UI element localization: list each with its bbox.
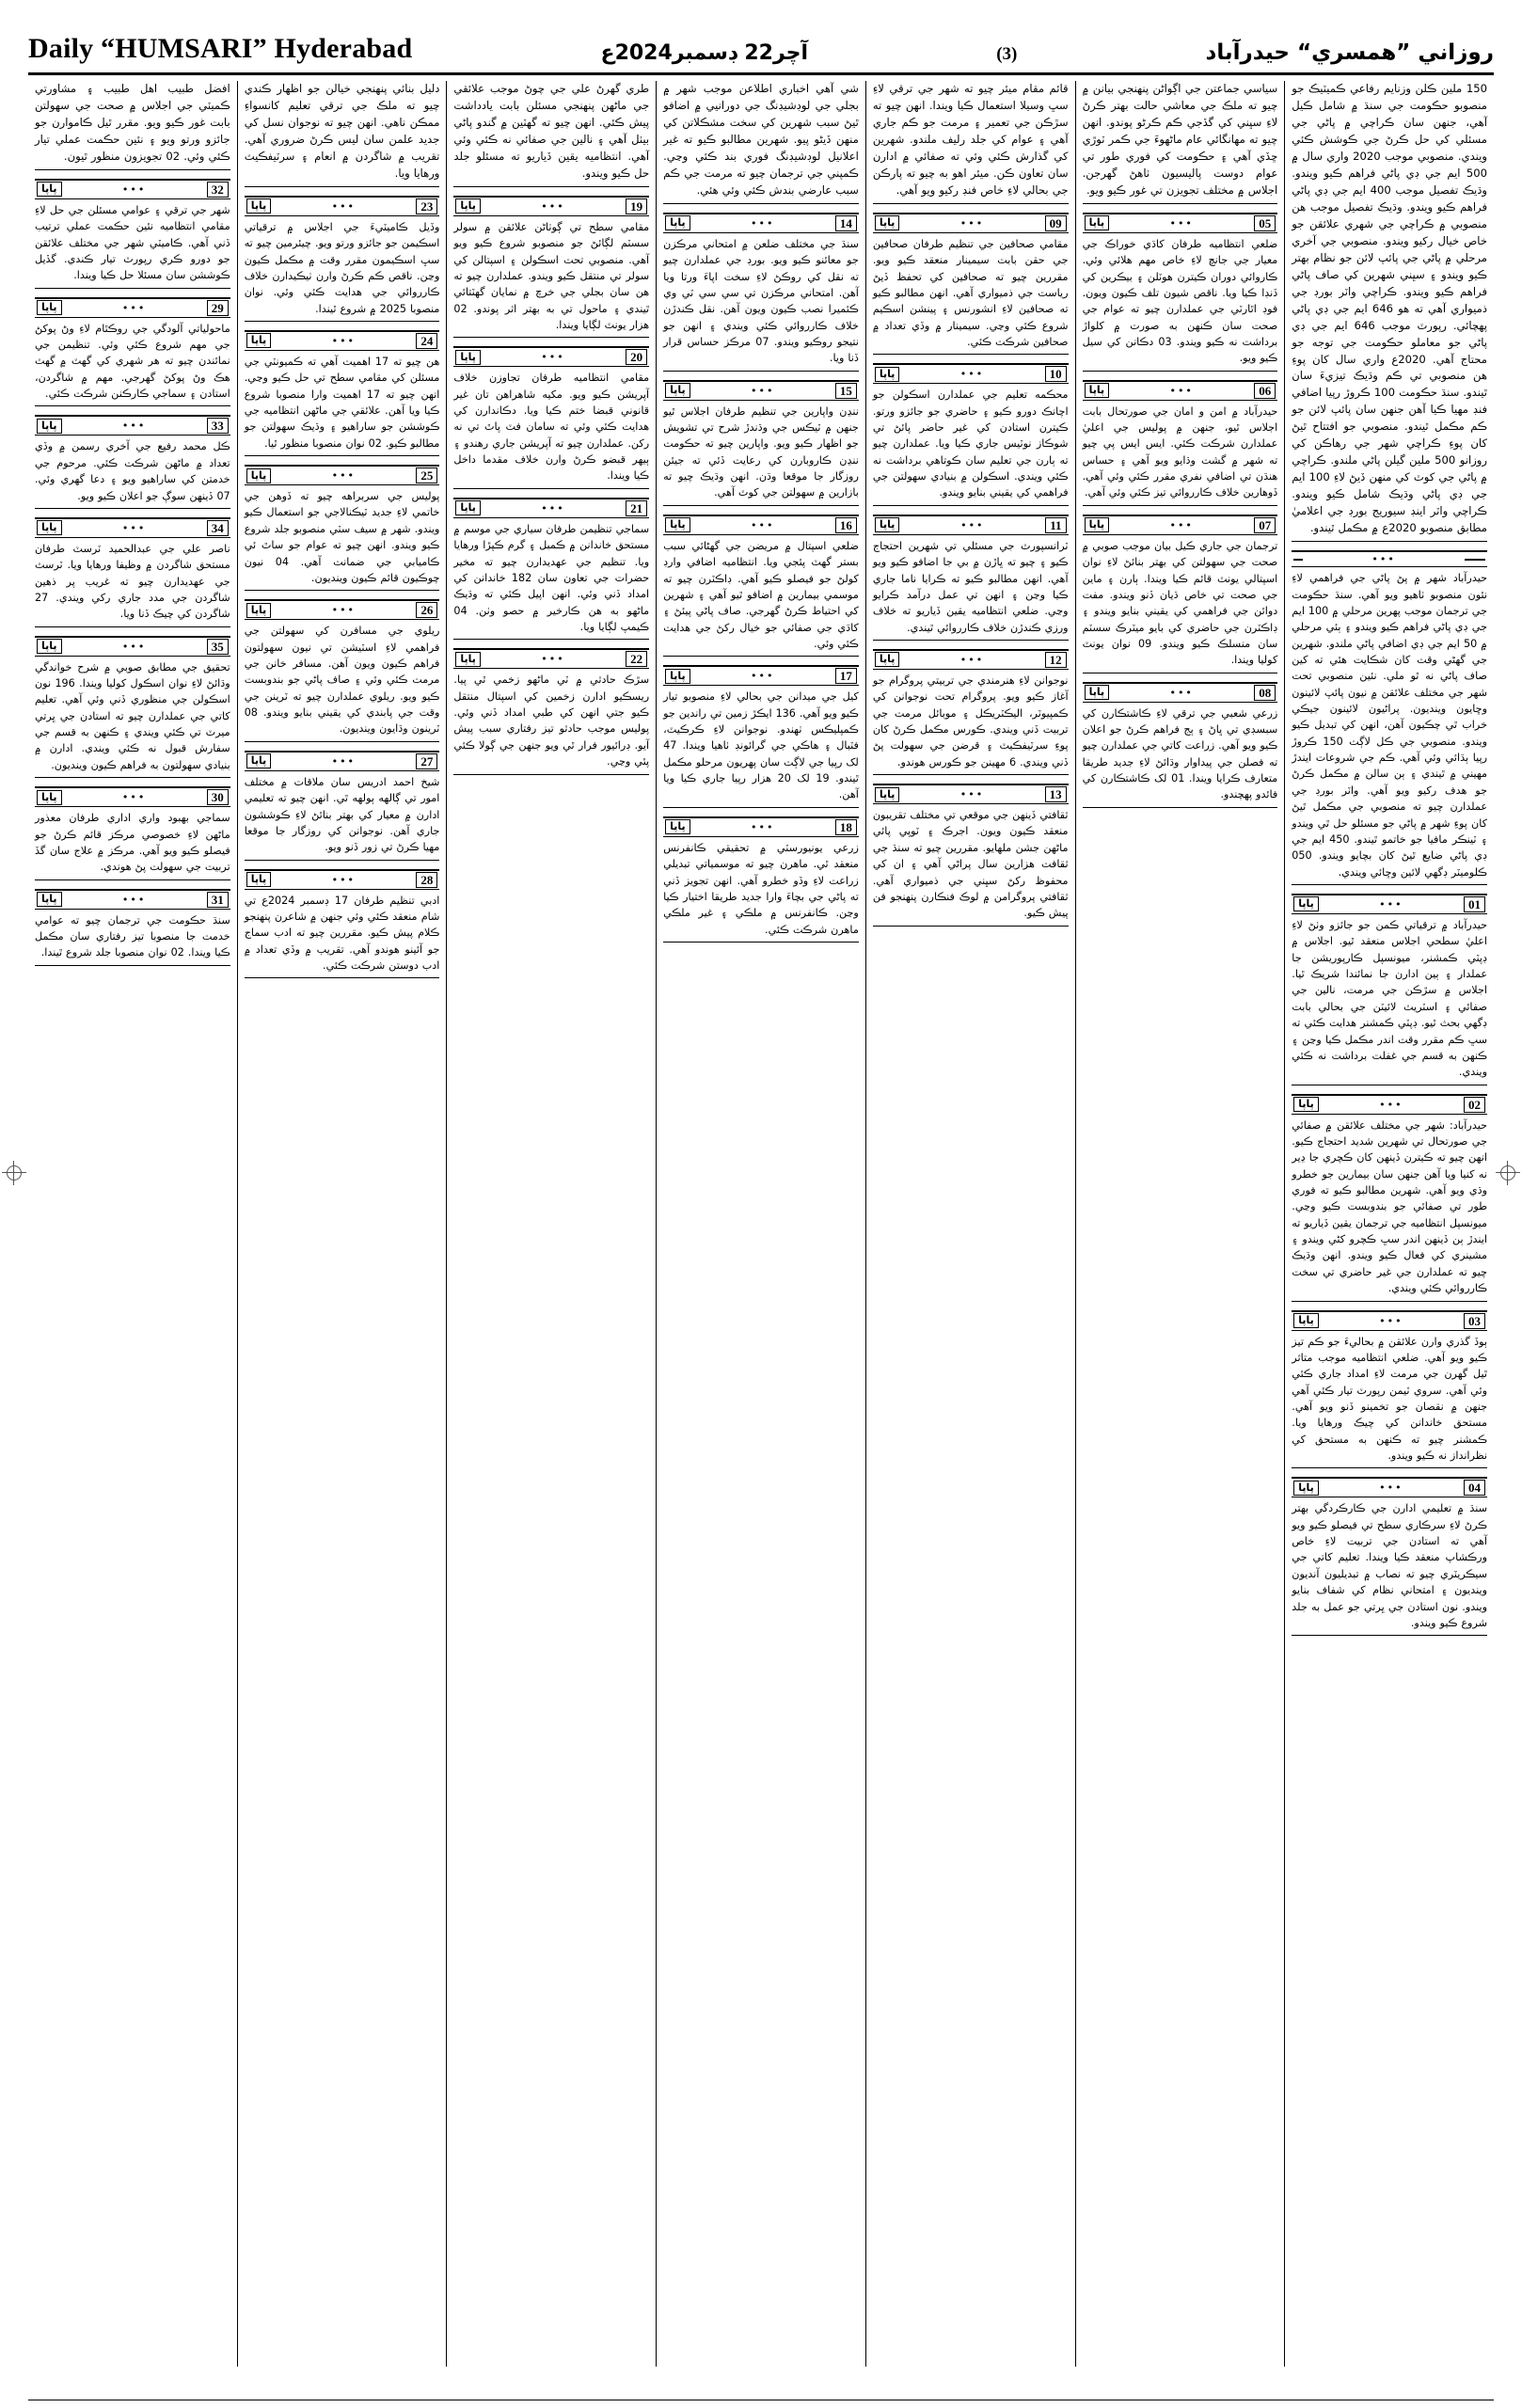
- article-body: قائم مقام ميئر چيو ته شهر جي ترقي لاءِ سڀ وسيلا استعمال ڪيا ويندا. انهن چيو ته سڙڪن جي تعمير ۽ مرمت جو ڪم جاري آهي ۽ عوام کي جلد رليف ملندو. شهرين کي گذارش ڪئي وئي ته صفائي ۾ ادارن سان تعاون ڪن. ميئر اهو به چيو ته پارڪن جي بحالي لاءِ خاص فنڊ رکيو ويو آهي.: [872, 82, 1069, 197]
- article-tag: پاپا: [455, 198, 481, 214]
- article-rule: [1083, 371, 1278, 372]
- article-divider-dots: •••: [1379, 1098, 1403, 1111]
- article: [1083, 81, 1278, 204]
- article-header: [1083, 213, 1278, 233]
- article: [245, 465, 440, 591]
- article-tag: پاپا: [875, 652, 900, 667]
- article-divider-dots: •••: [541, 199, 565, 213]
- article-body: حيدرآباد ۾ امن و امان جي صورتحال بابت اجلاس ٿيو، جنهن ۾ پوليس جي اعليٰ عملدارن شرڪت ڪئي. ايس ايس پي چيو ته شهر ۾ گشت وڌايو ويو آهي ۽ حساس هنڌن تي اضافي نفري مقرر ڪئي وئي آهي. ڏوهارين خلاف ڪارروائي تيز ڪئي وئي آهي.: [1082, 404, 1278, 499]
- article-number: 33: [207, 418, 229, 434]
- article-body: ٻوڏ گذري وارن علائقن ۾ بحاليءَ جو ڪم تيز ڪيو ويو آهي. ضلعي انتظاميه موجب متاثر ٿيل گهرن جي مرمت لاءِ امداد جاري ڪئي وئي آهي. سروي ٽيمن رپورٽ تيار ڪئي آهي جنهن ۾ نقصان جو تخمينو ڏنو ويو آهي. مستحق خاندانن کي چيڪ ورهايا ويا. ڪمشنر چيو ته ڪنهن به مستحق کي نظرانداز نه ڪيو ويندو.: [1292, 1335, 1487, 1463]
- article-body: ٽرانسپورٽ جي مسئلي تي شهرين احتجاج ڪيو ۽ چيو ته ڀاڙن ۾ بي جا اضافو ڪيو ويو آهي. انهن مطالبو ڪيو ته ڪرايا ناما جاري ڪيا وڃن ۽ انهن تي عمل درآمد ڪرايو وڃي. ضلعي انتظاميه يقين ڏياريو ته خلاف ورزي ڪندڙن خلاف ڪارروائي ٿيندي.: [872, 539, 1069, 634]
- article-number: 24: [416, 333, 437, 349]
- article-header: [35, 889, 230, 910]
- article-tag: پاپا: [665, 517, 690, 532]
- article-tag: پاپا: [1085, 383, 1110, 398]
- article-header: [1292, 550, 1487, 567]
- article-tag: پاپا: [1293, 1097, 1319, 1112]
- article-header: [453, 196, 649, 216]
- article-body: مقامي صحافين جي تنظيم طرفان صحافين جي حقن بابت سيمينار منعقد ڪيو ويو. مقررين چيو ته صحافين کي تحفظ ڏيڻ رياست جي ذميواري آهي. انهن مطالبو ڪيو ته صحافين لاءِ انشورنس ۽ پينشن اسڪيم شروع ڪئي وڃي. سيمينار ۾ وڏي تعداد ۾ صحافين شرڪت ڪئي.: [872, 237, 1069, 348]
- article-rule: [35, 879, 230, 880]
- article-tag: پاپا: [246, 603, 272, 618]
- article-divider-dots: •••: [959, 216, 985, 230]
- masthead-date: آچر22 ڊسمبر2024ع: [600, 41, 809, 65]
- article-divider-dots: •••: [331, 873, 357, 886]
- article-column: [1284, 81, 1494, 2367]
- article: [663, 213, 859, 372]
- article-rule: [35, 508, 230, 509]
- article-header: [873, 213, 1069, 233]
- article-divider-dots: •••: [1169, 686, 1194, 699]
- article-tag: پاپا: [665, 383, 690, 398]
- article-tag: پاپا: [246, 198, 272, 214]
- page-number: (3): [996, 44, 1018, 64]
- article-body: شيخ احمد ادريس سان ملاقات ۾ مختلف امور تي ڳالهه ٻولهه ٿي. انهن چيو ته تعليمي ادارن ۾ معيار کي بهتر بنائڻ لاءِ ڪوششون جاري آهن. نوجوانن کي روزگار جا موقعا مهيا ڪرڻ تي زور ڏنو ويو.: [244, 775, 440, 854]
- article-number: 05: [1254, 215, 1276, 231]
- article-body: سنڌ ۾ تعليمي ادارن جي ڪارڪردگي بهتر ڪرڻ لاءِ سرڪاري سطح تي فيصلو ڪيو ويو آهي ته استادن جي تربيت لاءِ خاص ورڪشاپ منعقد ڪيا ويندا. تعليم کاتي جي سيڪريٽري چيو ته نصاب ۾ تبديليون آنديون وينديون ۽ امتحاني نظام کي شفاف بنايو ويندو. نون استادن جي ڀرتي جو عمل به جلد شروع ڪيو ويندو.: [1292, 1502, 1487, 1629]
- article-header: [35, 297, 230, 318]
- article-tag: پاپا: [1085, 685, 1110, 700]
- article-body: پوليس جي سربراهه چيو ته ڏوهن جي خاتمي لاءِ جديد ٽيڪنالاجي جو استعمال ڪيو ويندو. شهر ۾ سيف سٽي منصوبو جلد شروع ڪيو ويندو. انهن چيو ته عوام جو ساٿ ئي ڪاميابي جي ضمانت آهي. 04 نيون چوڪيون قائم ڪيون وينديون.: [244, 490, 440, 584]
- article: [873, 784, 1069, 927]
- article-header: [663, 515, 859, 535]
- article-body: افضل طبيب اهل طبيب ۽ مشاورتي ڪميٽي جي اجلاس ۾ صحت جي سهولتن بابت غور ڪيو ويو. مقرر ٿيل ڪاموارن جو جائزو ورتو ويو ۽ نئين حڪمت عملي تيار ڪئي وئي. 02 تجويزون منظور ٿيون.: [34, 82, 230, 163]
- article-rule: [453, 337, 649, 338]
- article: [663, 665, 859, 808]
- article-number: 23: [416, 198, 437, 214]
- article-number: 14: [835, 215, 857, 231]
- article-rule: [663, 656, 859, 657]
- article: [453, 81, 649, 187]
- article-rule: [245, 186, 440, 187]
- article-number: 21: [626, 500, 647, 516]
- article: [1292, 550, 1487, 885]
- article-number: 13: [1045, 786, 1067, 802]
- article: [663, 81, 859, 204]
- article-divider-dots: •••: [1169, 216, 1194, 230]
- article: [245, 81, 440, 187]
- article-divider-dots: •••: [959, 653, 985, 666]
- article-header: [245, 869, 440, 890]
- article-body: سماجي تنظيمن طرفان سياري جي موسم ۾ مستحق خاندانن ۾ ڪمبل ۽ گرم ڪپڙا ورهايا ويا. تنظيم جي عهديدارن چيو ته مخير حضرات جي تعاون سان 182 خاندانن کي امداد ڏني وئي. انهن اپيل ڪئي ته وڌيڪ ماڻهو به هن ڪارخير ۾ حصو وٺن. 04 ڪيمپ لڳايا ويا.: [453, 522, 650, 633]
- article-tag: پاپا: [37, 419, 62, 434]
- article-body: ڪل محمد رفيع جي آخري رسمن ۾ وڏي تعداد ۾ ماڻهن شرڪت ڪئي. مرحوم جي خدمتن کي ساراهيو ويو ۽ دعا گهري وئي. 07 ڏينهن سوڳ جو اعلان ڪيو ويو.: [34, 440, 230, 502]
- article-number: 17: [835, 668, 857, 684]
- article-number: 15: [835, 383, 857, 399]
- article-rule: [35, 965, 230, 966]
- article-rule: [1292, 1301, 1487, 1302]
- article-body: سياسي جماعتن جي اڳواڻن پنهنجي بيانن ۾ چيو ته ملڪ جي معاشي حالت بهتر ڪرڻ لاءِ سڀني کي گڏجي ڪم ڪرڻو پوندو. انهن چيو ته مهانگائي عام ماڻهوءَ جي ڪمر ٽوڙي ڇڏي آهي ۽ حڪومت کي فوري طور تي عوام دوست پاليسيون ٺاهڻ گهرجن. اجلاس ۾ مختلف تجويزن تي غور ڪيو ويو.: [1082, 82, 1278, 197]
- article-rule: [1083, 505, 1278, 506]
- article-header: [1083, 515, 1278, 535]
- article-header: [663, 213, 859, 233]
- article: [663, 816, 859, 943]
- article-tag: پاپا: [1293, 1481, 1319, 1496]
- article: [35, 517, 230, 627]
- article-tag: پاپا: [37, 892, 62, 907]
- article-header: [873, 363, 1069, 384]
- article-tag: پاپا: [246, 872, 272, 887]
- article-divider-dots: •••: [331, 754, 357, 768]
- article-body: سڙڪ حادثي ۾ ٽي ماڻهو زخمي ٿي پيا. ريسڪيو ادارن زخمين کي اسپتال منتقل ڪيو جتي انهن کي طبي امداد ڏني وئي. پوليس موجب حادثو تيز رفتاري سبب پيش آيو. ڊرائيور فرار ٿي ويو جنهن جي ڳولا ڪئي پئي وڃي.: [453, 673, 650, 768]
- article-body: سنڌ جي مختلف ضلعن ۾ امتحاني مرڪزن جو معائنو ڪيو ويو. بورڊ جي عملدارن چيو ته نقل کي روڪڻ لاءِ سخت اپاءَ ورتا ويا آهن. امتحاني مرڪزن تي سي سي ٽي وي ڪئميرا نصب ڪيون ويون آهن. نقل ڪندڙن خلاف ڪارروائي ڪئي ويندي ۽ انهن جو نتيجو روڪيو ويندو. 07 مرڪز حساس قرار ڏنا ويا.: [663, 237, 859, 365]
- article-column: [1075, 81, 1285, 2367]
- article-header: [873, 649, 1069, 670]
- article: [245, 869, 440, 979]
- article-divider-dots: •••: [331, 469, 357, 483]
- article-body: دليل بنائي پنهنجي خيالن جو اظهار ڪندي چيو ته ملڪ جي ترقي تعليم کانسواءِ ممڪن ناهي. انهن چيو ته نوجوان نسل کي جديد علمن سان ليس ڪرڻ ضروري آهي. تقريب ۾ شاگردن ۾ انعام ۽ سرٽيفڪيٽ ورهايا ويا.: [244, 82, 440, 180]
- article-header: [245, 465, 440, 485]
- article-header: [1292, 894, 1487, 914]
- article-header: [1292, 1310, 1487, 1331]
- article-divider-dots: •••: [960, 518, 985, 531]
- article-tag: پاپا: [665, 819, 690, 834]
- article-body: حيدرآباد ۾ ترقياتي ڪمن جو جائزو وٺڻ لاءِ اعليٰ سطحي اجلاس منعقد ٿيو. اجلاس ۾ ڊپٽي ڪمشنر، ميونسپل ڪارپوريشن جا عملدار ۽ ٻين ادارن جا نمائندا شريڪ ٿيا. اجلاس ۾ سڙڪن جي مرمت، نالين جي صفائي ۽ اسٽريٽ لائيٽن جي بحالي بابت ڊگهي بحث ٿيو. ڊپٽي ڪمشنر هدايت ڪئي ته سڀ ڪم مقرر وقت اندر مڪمل ڪيا وڃن ۽ ڪنهن به قسم جي غفلت برداشت نه ڪئي ويندي.: [1292, 918, 1487, 1079]
- article-number: 04: [1464, 1480, 1485, 1496]
- article-header: [663, 380, 859, 401]
- article: [35, 179, 230, 289]
- article-divider-dots: •••: [121, 182, 147, 196]
- article-tag: پاپا: [1085, 215, 1110, 230]
- article-body: ترجمان جي جاري ڪيل بيان موجب صوبي ۾ صحت جي سهولتن کي بهتر بنائڻ لاءِ نوان اسپتالي يونٽ قائم ڪيا ويندا. ٻارن ۽ ماين جي صحت تي خاص ڌيان ڏنو ويندو. مفت دوائن جي فراهمي کي يقيني بنايو ويندو ۽ ڊاڪٽرن جي حاضري کي بايو ميٽرڪ سسٽم سان منسلڪ ڪيو ويندو. 09 نوان يونٽ کوليا ويندا.: [1082, 539, 1278, 667]
- article-body: حيدرآباد شهر ۾ پڻ پاڻي جي فراهمي لاءِ نئون منصوبو ٺاهيو ويو آهي. سنڌ حڪومت جي ترجمان موجب پهرين مرحلي ۾ 100 ايم جي ڊي پاڻي فراهم ڪيو ويندو ۽ ٻئي مرحلي ۾ 50 ايم جي ڊي اضافي پاڻي ملندو. شهرين جي گهڻي وقت کان شڪايت هئي ته کين صاف پاڻي نه ٿو ملي. نئين منصوبي تحت شهر جي مختلف علائقن ۾ نيون پائپ لائينون وڇايون وينديون. پراڻيون لائينون جيڪي خراب ٿي چڪيون آهن، انهن کي تبديل ڪيو ويندو. منصوبي جي ڪل لاڳت 150 ڪروڙ رپيا ٻڌائي وئي آهي. ڪم جي شروعات ايندڙ مهيني ۾ ٿيندي ۽ ٻن سالن ۾ مڪمل ڪرڻ جو هدف رکيو ويو آهي. واٽر بورڊ جي عملدارن چيو ته منصوبي جي مڪمل ٿيڻ کان پوءِ شهر ۾ پاڻي جو مسئلو حل ٿي ويندو ۽ ٽينڪر مافيا جو خاتمو ٿيندو. 450 ايم جي ڊي پاڻي ضايع ٿيڻ کان بچايو ويندو. 050 ڪلوميٽر ڊگهي لائين وڇائي ويندي.: [1292, 572, 1488, 879]
- article-number: 06: [1254, 383, 1276, 399]
- article-tag: پاپا: [246, 753, 272, 768]
- article-divider-dots: •••: [751, 216, 775, 230]
- article-divider-dots: •••: [121, 301, 147, 314]
- article-divider-dots: •••: [1379, 897, 1403, 911]
- article-body: زرعي شعبي جي ترقي لاءِ ڪاشتڪارن کي سبسڊي تي ڀاڻ ۽ ٻج فراهم ڪرڻ جو اعلان ڪيو ويو آهي. زراعت کاتي جي عملدارن چيو ته فصلن جي پيداوار وڌائڻ لاءِ جديد طريقا متعارف ڪرايا ويندا. 01 لک ڪاشتڪارن کي فائدو پهچندو.: [1082, 706, 1278, 801]
- article-divider-dots: •••: [121, 521, 147, 534]
- article-body: ثقافتي ڏينهن جي موقعي تي مختلف تقريبون منعقد ڪيون ويون. اجرڪ ۽ ٽوپي پائي ماڻهن جشن ملهايو. مقررين چيو ته سنڌ جي ثقافت هزارين سال پراڻي آهي ۽ ان کي محفوظ رکڻ سڀني جي ذميواري آهي. ثقافتي پروگرامن ۾ لوڪ فنڪارن پنهنجو فن پيش ڪيو.: [872, 809, 1069, 920]
- article-number: 35: [207, 639, 229, 655]
- article-rule: [873, 505, 1069, 506]
- article-header: [245, 751, 440, 771]
- article-rule: [245, 590, 440, 591]
- article-divider-dots: •••: [121, 420, 147, 433]
- article-tag: پاپا: [455, 652, 481, 667]
- article: [453, 346, 649, 489]
- article-header: [1292, 1477, 1487, 1497]
- article-tag: پاپا: [875, 215, 900, 230]
- article-rule: [663, 807, 859, 808]
- article-number: 10: [1045, 366, 1067, 382]
- article: [1292, 1477, 1487, 1636]
- article: [1292, 894, 1487, 1085]
- article-divider-dots: •••: [331, 199, 357, 213]
- article-divider-dots: •••: [1379, 1481, 1403, 1495]
- article-header: [1292, 1094, 1487, 1115]
- article-divider-dots: •••: [751, 384, 775, 397]
- article-number: 01: [1464, 896, 1485, 912]
- article-body: ناصر علي جي عبدالحميد ٽرسٽ طرفان مستحق شاگردن ۾ وظيفا ورهايا ويا. ٽرسٽ جي عهديدارن چيو ته غريب پر ذهين شاگردن جي مدد جاري رکي ويندي. 27 شاگردن کي چيڪ ڏنا ويا.: [34, 542, 230, 621]
- article-number: 16: [835, 517, 857, 533]
- article-divider-dots: •••: [959, 788, 985, 801]
- article-divider-dots: •••: [121, 791, 147, 804]
- article-number: 32: [207, 182, 229, 198]
- article-number: 03: [1464, 1313, 1485, 1329]
- article-rule: [453, 774, 649, 775]
- article-rule: [873, 640, 1069, 641]
- article-number: 25: [416, 467, 437, 483]
- article: [245, 330, 440, 456]
- article-body: وڏيل ڪاميٽيءَ جي اجلاس ۾ ترقياتي اسڪيمن جو جائزو ورتو ويو. چيئرمين چيو ته سڀ اسڪيمون مقرر وقت ۾ مڪمل ڪيون وڃن. ناقص ڪم ڪرڻ وارن ٺيڪيدارن خلاف ڪارروائي جي هدايت ڪئي وئي. نوان منصوبا 2025 ۾ شروع ٿيندا.: [244, 220, 440, 315]
- article: [663, 380, 859, 506]
- article-rule: [35, 777, 230, 778]
- article: [35, 636, 230, 779]
- article: [1292, 1094, 1487, 1302]
- masthead-left-title: Daily “HUMSARI” Hyderabad: [28, 33, 413, 64]
- article-tag: پاپا: [37, 520, 62, 535]
- article-number: 28: [416, 872, 437, 888]
- article-tag: پاپا: [246, 468, 272, 483]
- article-rule: [1083, 807, 1278, 808]
- article: [873, 213, 1069, 356]
- article-tag: پاپا: [1293, 1313, 1319, 1328]
- article-column: [656, 81, 865, 2367]
- article-header: [453, 498, 649, 518]
- article-body: کيل جي ميدانن جي بحالي لاءِ منصوبو تيار ڪيو ويو آهي. 136 ايڪڙ زمين تي راندين جو ڪمپليڪس ٺهندو. نوجوانن لاءِ ڪرڪيٽ، فٽبال ۽ هاڪي جي گرائونڊ ٺاهيا ويندا. 47 لک رپيا جي لاڳت سان پهريون مرحلو مڪمل ٿيندو. 19 لک 20 هزار رپيا جاري ڪيا ويا آهن.: [663, 690, 859, 801]
- article-number: 08: [1254, 685, 1276, 701]
- article-tag: پاپا: [37, 182, 62, 197]
- article: [453, 196, 649, 339]
- article-column: [237, 81, 447, 2367]
- article-body: محڪمه تعليم جي عملدارن اسڪولن جو اچانڪ دورو ڪيو ۽ حاضري جو جائزو ورتو. ڪيترن استادن کي غير حاضر پائڻ تي شوڪاز نوٽيس جاري ڪيا ويا. عملدارن چيو ته ٻارن جي تعليم سان ڪوتاهي برداشت نه ڪئي ويندي. اسڪولن ۾ بنيادي سهولتن جي فراهمي کي يقيني بنايو ويندو.: [872, 388, 1069, 499]
- article-body: مقامي انتظاميه طرفان تجاوزن خلاف آپريشن ڪيو ويو. مکيه شاهراهن تان غير قانوني قبضا ختم ڪيا ويا. دڪاندارن کي هدايت ڪئي وئي ته سامان فٽ پاٿ تي نه رکن. عملدارن چيو ته آپريشن جاري رهندو ۽ ٻيهر قبضو ڪرڻ وارن خلاف مقدما داخل ڪيا ويندا.: [453, 372, 650, 483]
- article-divider-dots: •••: [1379, 1314, 1403, 1327]
- article-rule: [453, 639, 649, 640]
- article-body: ضلعي انتظاميه طرفان کاڌي خوراڪ جي معيار جي جانچ لاءِ خاص مهم هلائي وئي. ڪاروائي دوران ڪيترن هوٽلن ۽ بيڪرين کي ڏنڊا ڪيا ويا. ناقص شيون تلف ڪيون ويون. فوڊ اٿارٽي جي عملدارن چيو ته عوام جي صحت سان ڪنهن به صورت ۾ کلواڙ برداشت نه ڪيو ويندو. 03 دڪانن کي سيل ڪيو ويو.: [1082, 237, 1278, 365]
- article-header: [663, 665, 859, 686]
- article-tag: پاپا: [1085, 517, 1110, 532]
- article: [35, 889, 230, 966]
- article-header: [1083, 380, 1278, 401]
- article-header: [245, 196, 440, 216]
- article-divider-dots: •••: [541, 501, 565, 515]
- article: [245, 751, 440, 861]
- article-header: [663, 816, 859, 837]
- article-body: تحقيق جي مطابق صوبي ۾ شرح خواندگي وڌائڻ لاءِ نوان اسڪول کوليا ويندا. 196 نون اسڪولن جي منظوري ڏني وئي آهي. تعليم کاتي جي عملدارن چيو ته استادن جي ڀرتي ميرٽ تي ڪئي ويندي ۽ ڪنهن به قسم جي سفارش قبول نه ڪئي ويندي. ادارن ۾ بنيادي سهولتون به فراهم ڪيون وينديون.: [34, 660, 230, 771]
- article-rule: [35, 405, 230, 406]
- article-header: [453, 648, 649, 669]
- article-tag: پاپا: [455, 500, 481, 515]
- article-column: [865, 81, 1075, 2367]
- article-number: 07: [1254, 517, 1276, 533]
- article: [1292, 81, 1487, 542]
- article-divider-dots: •••: [331, 604, 357, 617]
- article-header: [35, 517, 230, 538]
- article-number: 31: [207, 892, 229, 908]
- article-divider-dots: •••: [121, 640, 147, 653]
- article-rule: [663, 942, 859, 943]
- article: [35, 415, 230, 508]
- article-number: 18: [835, 819, 857, 835]
- masthead-right-title: روزاني ”همسري“ حيدرآباد: [1205, 40, 1494, 65]
- article-rule: [1292, 884, 1487, 885]
- article: [245, 599, 440, 742]
- article: [453, 498, 649, 641]
- article-rule: [873, 774, 1069, 775]
- article-number: 09: [1045, 215, 1067, 231]
- article-rule: [245, 977, 440, 978]
- article-body: نوجوانن لاءِ هنرمندي جي تربيتي پروگرام جو آغاز ڪيو ويو. پروگرام تحت نوجوانن کي ڪمپيوٽر، اليڪٽريڪل ۽ موبائل مرمت جي تربيت ڏني ويندي. ڪورس مڪمل ڪرڻ کان پوءِ سرٽيفڪيٽ ۽ قرضن جي سهولت پڻ ڏني ويندي. 6 مهينن جو ڪورس هوندو.: [872, 673, 1069, 768]
- article-rule: [35, 626, 230, 627]
- article-header: [245, 330, 440, 351]
- article-tag: پاپا: [665, 215, 690, 230]
- article-header: [873, 784, 1069, 804]
- article-rule: [873, 354, 1069, 355]
- article-divider-dots: •••: [751, 518, 775, 531]
- article-tag: پاپا: [875, 517, 900, 532]
- article-header: [35, 636, 230, 657]
- article: [35, 786, 230, 879]
- article-column: [446, 81, 656, 2367]
- article-body: زرعي يونيورسٽي ۾ تحقيقي ڪانفرنس منعقد ٿي. ماهرن چيو ته موسمياتي تبديلي زراعت لاءِ وڏو خطرو آهي. انهن تجويز ڏني ته پاڻي جي بچاءَ وارا جديد طريقا اختيار ڪيا وڃن. ڪانفرنس ۾ ملڪي ۽ غير ملڪي ماهرن شرڪت ڪئي.: [663, 841, 859, 936]
- article-number: 22: [626, 651, 647, 667]
- article-tag: پاپا: [1293, 896, 1319, 911]
- article-header: [245, 599, 440, 620]
- article: [1083, 380, 1278, 506]
- article-body: مقامي سطح تي ڳوٺاڻن علائقن ۾ سولر سسٽم لڳائڻ جو منصوبو شروع ڪيو ويو آهي. منصوبي تحت اسڪولن ۽ اسپتالن کي سولر تي منتقل ڪيو ويندو. عملدارن چيو ته هن سان بجلي جي خرچ ۾ نمايان گهٽتائي ٿيندي ۽ ماحول تي به بهتر اثر پوندو. 02 هزار يونٽ لڳايا ويندا.: [453, 220, 650, 331]
- article-header: [1083, 682, 1278, 703]
- article: [1083, 515, 1278, 673]
- registration-mark-left: [2, 1161, 26, 1185]
- article: [873, 515, 1069, 641]
- article-rule: [663, 505, 859, 506]
- article-rule: [35, 288, 230, 289]
- article: [1083, 213, 1278, 372]
- article-divider-dots: •••: [121, 893, 147, 906]
- article-body: هن چيو ته 17 اهميت آهي ته ڪميونٽي جي مسئلن کي مقامي سطح تي حل ڪيو وڃي. انهن چيو ته 17 اهميت وارا منصوبا شروع ڪيا ويا آهن. علائقي جي ماڻهن انتظاميه جي ڪوششن جو ساراهيو ۽ وڌيڪ سهولتن جو مطالبو ڪيو. 02 نوان منصوبا منظور ٿيا.: [244, 355, 440, 450]
- article-tag: پاپا: [875, 367, 900, 382]
- masthead: [28, 24, 1494, 75]
- article: [35, 297, 230, 407]
- article: [453, 648, 649, 774]
- article-tag: پاپا: [37, 790, 62, 805]
- article-header: [873, 515, 1069, 535]
- article-divider-dots: •••: [1169, 384, 1194, 397]
- article-body: 150 ملين ڪلن وزنايم رفاعي ڪميٽيڪ جو منصوبو حڪومت جي سنڌ ۾ شامل ڪيل آهي، جنهن سان ڪراچي ۾ پاڻي جي مسئلي کي حل ڪرڻ جي ڪوشش ڪئي ويندي. منصوبي موجب 2020 واري سال ۾ 500 ايم جي ڊي پاڻي فراهم ڪيو ويندو. وڌيڪ تفصيل موجب 400 ايم جي ڊي پاڻي فراهم ڪيو ويندو. وڌيڪ تفصيل موجب هن منصوبي ۾ ڪراچي جي شهري علائقن جو خاص خيال رکيو ويندو. منصوبي جي آخري مرحلي ۾ پاڻي جي پائپ لائن جو نظام بهتر ڪيو ويندو ۽ سڀني شهرين کي صاف پاڻي فراهم ڪيو ويندو. ڪراچي واٽر بورڊ جي ذميواري آهي ته هو 646 ايم جي ڊي پاڻي پهچائي. رپورٽ موجب 646 ايم جي ڊي پاڻي جو معاملو حڪومت جي توجه جو محتاج آهي. 2020ع واري سال کان پوءِ هن منصوبي تي ڪم وڌيڪ تيزيءَ سان ٿيندو. سنڌ حڪومت 100 ڪروڙ رپيا اضافي فنڊ مهيا ڪيا آهن جنهن سان پائپ لائن جو ڪم مڪمل ٿيندو. منصوبي جو افتتاح ٿيڻ کان پوءِ ڪراچي شهر جي رهاڪن کي روزانو 500 ملين گيلن پاڻي ملندو. ڪراچي ۾ پاڻي جي کوٽ کي منهن ڏيڻ لاءِ 100 ايم جي ڊي پاڻي وڌيڪ شامل ڪيو ويندو. ڪراچي واٽر اينڊ سيوريج بورڊ جي اعلاميٰ مطابق منصوبو 2020ع ۾ مڪمل ٿيندو.: [1292, 82, 1488, 535]
- article-divider-dots: •••: [541, 351, 565, 364]
- article: [1083, 682, 1278, 808]
- article-rule: [245, 455, 440, 456]
- article-tag: پاپا: [37, 639, 62, 654]
- article-number: 20: [626, 349, 647, 365]
- article: [245, 196, 440, 322]
- article-body: ريلوي جي مسافرن کي سهولتن جي فراهمي لاءِ اسٽيشن تي نيون سهولتون فراهم ڪيون ويون آهن. مسافر خانن جي مرمت ڪئي وئي ۽ صاف پاڻي جو بندوبست ڪيو ويو. ريلوي عملدارن چيو ته ٽرينن جي وقت جي پابندي کي يقيني بنايو ويندو. 08 ٽرينون وڌايون وينديون.: [244, 625, 440, 736]
- article-divider-dots: •••: [751, 670, 775, 683]
- article-number: 29: [207, 300, 229, 316]
- article-column: [28, 81, 237, 2367]
- article: [35, 81, 230, 170]
- article-divider-dots: •••: [751, 820, 775, 833]
- article-body: ننڍن واپارين جي تنظيم طرفان اجلاس ٿيو جنهن ۾ ٽيڪس جي وڌندڙ شرح تي تشويش جو اظهار ڪيو ويو. واپارين چيو ته حڪومت ننڍن ڪاروبارن کي رعايت ڏئي ته جيئن روزگار جا موقعا وڌن. انهن وڌيڪ چيو ته بازارين ۾ سهولتن جي کوٽ آهي.: [663, 404, 859, 499]
- article-body: ماحولياتي آلودگي جي روڪٿام لاءِ وڻ پوکڻ جي مهم شروع ڪئي وئي. تنظيمن جي نمائندن چيو ته هر شهري کي گهٽ ۾ گهٽ هڪ وڻ پوکڻ گهرجي. مهم ۾ شاگردن، استادن ۽ سماجي ڪارڪنن شرڪت ڪئي.: [34, 322, 230, 401]
- article-number: 12: [1045, 652, 1067, 668]
- article-number: [1465, 559, 1485, 561]
- article-divider-dots: •••: [959, 368, 985, 381]
- article-rule: [245, 741, 440, 742]
- article-tag: پاپا: [875, 787, 900, 802]
- registration-mark-right: [1496, 1161, 1520, 1185]
- article-rule: [1292, 1635, 1487, 1636]
- article-body: ادبي تنظيم طرفان 17 ڊسمبر 2024ع تي شام منعقد ڪئي وئي جنهن ۾ شاعرن پنهنجو ڪلام پيش ڪيو. مقررين چيو ته ادب سماج جو آئينو هوندو آهي. تقريب ۾ وڏي تعداد ۾ ادب دوستن شرڪت ڪئي.: [244, 894, 440, 973]
- article-rule: [663, 203, 859, 204]
- article-body: شي آهي اخباري اطلاعن موجب شهر ۾ بجلي جي لوڊشيڊنگ جي دورانيي ۾ اضافو ٿيڻ سبب شهرين کي سخت مشڪلاتن کي منهن ڏيڻو پيو. شهرين مطالبو ڪيو ته غير اعلانيل لوڊشيڊنگ فوري بند ڪئي وڃي. ڪمپني جي ترجمان چيو ته مرمت جي ڪم سبب عارضي بندش ڪئي وئي هئي.: [663, 82, 859, 197]
- article-divider-dots: •••: [1169, 518, 1194, 531]
- article-rule: [245, 321, 440, 322]
- article-rule: [873, 203, 1069, 204]
- article: [873, 649, 1069, 775]
- article-header: [453, 346, 649, 367]
- article-number: 30: [207, 789, 229, 805]
- article-rule: [35, 169, 230, 170]
- article-rule: [1292, 541, 1487, 542]
- article-number: 26: [416, 602, 437, 618]
- article-number: 34: [207, 520, 229, 536]
- article-header: [35, 786, 230, 807]
- article-number: 27: [416, 753, 437, 769]
- article-rule: [663, 371, 859, 372]
- article-tag: پاپا: [37, 300, 62, 315]
- article-rule: [453, 186, 649, 187]
- article: [873, 81, 1069, 204]
- article-tag: [1293, 559, 1303, 561]
- article-body: طري گهرڻ علي جي چوڻ موجب علائقي جي ماڻهن پنهنجي مسئلن بابت يادداشت پيش ڪئي. انهن چيو ته گهٽين ۾ گندو پاڻي بيٺل آهي ۽ نالين جي صفائي نه ڪئي وئي آهي. انتظاميه يقين ڏياريو ته مسئلو جلد حل ڪيو ويندو.: [453, 82, 650, 180]
- article-rule: [245, 860, 440, 861]
- article-body: ضلعي اسپتال ۾ مريضن جي گهڻائي سبب بستر گهٽ پئجي ويا. انتظاميه اضافي وارڊ کولڻ جو فيصلو ڪيو آهي. ڊاڪٽرن چيو ته موسمي بيمارين ۾ اضافو ٿيو آهي ۽ شهرين کي احتياط ڪرڻ گهرجي. صاف پاڻي پيئڻ ۽ کاڌي جي صفائي جو خيال رکڻ جي هدايت ڪئي وئي.: [663, 539, 859, 650]
- article: [663, 515, 859, 657]
- column-grid: [28, 81, 1494, 2367]
- article-rule: [1083, 203, 1278, 204]
- article: [1292, 1310, 1487, 1469]
- article-number: 02: [1464, 1097, 1485, 1113]
- article-tag: پاپا: [455, 350, 481, 365]
- article-body: شهر جي ترقي ۽ عوامي مسئلن جي حل لاءِ مقامي انتظاميه نئين حڪمت عملي ترتيب ڏني آهي. ڪاميٽي شهر جي مختلف علائقن جو دورو ڪري رپورٽ تيار ڪندي. گڏيل ڪوششن سان مسئلا حل ڪيا ويندا.: [34, 203, 230, 282]
- article-tag: پاپا: [246, 333, 272, 348]
- article-body: سنڌ حڪومت جي ترجمان چيو ته عوامي خدمت جا منصوبا تيز رفتاري سان مڪمل ڪيا ويندا. 02 نوان منصوبا جلد شروع ٿيندا.: [34, 913, 230, 959]
- article: [873, 363, 1069, 506]
- article-rule: [1292, 1467, 1487, 1468]
- article-tag: پاپا: [665, 669, 690, 684]
- article-rule: [873, 926, 1069, 927]
- article-rule: [453, 488, 649, 489]
- article-header: [35, 415, 230, 436]
- article-divider-dots: •••: [1371, 553, 1396, 566]
- article-divider-dots: •••: [541, 653, 565, 666]
- article-body: سماجي بهبود واري اداري طرفان معذور ماڻهن لاءِ خصوصي مرڪز قائم ڪرڻ جو فيصلو ڪيو ويو آهي. مرڪز ۾ علاج سان گڏ تربيت جي سهولت پڻ هوندي.: [34, 812, 230, 874]
- article-number: 19: [626, 198, 647, 214]
- article-divider-dots: •••: [331, 334, 357, 347]
- article-number: 11: [1045, 517, 1066, 533]
- article-header: [35, 179, 230, 199]
- article-body: حيدرآباد: شهر جي مختلف علائقن ۾ صفائي جي صورتحال تي شهرين شديد احتجاج ڪيو. انهن چيو ته ڪيترن ڏينهن کان ڪچري جا ڍير نه کنيا ويا آهن جنهن سان بيمارين جو خطرو وڌي ويو آهي. شهرين مطالبو ڪيو ته فوري طور تي صفائي جو بندوبست ڪيو وڃي. ميونسپل انتظاميه جي ترجمان يقين ڏياريو ته ايندڙ ٻن ڏينهن اندر سڀ ڪچرو کڻي ويندو ۽ مشينري کي فعال ڪيو ويندو. انهن وڌيڪ چيو ته عملدارن جي غير حاضري تي سخت ڪارروائي ڪئي ويندي.: [1292, 1118, 1487, 1295]
